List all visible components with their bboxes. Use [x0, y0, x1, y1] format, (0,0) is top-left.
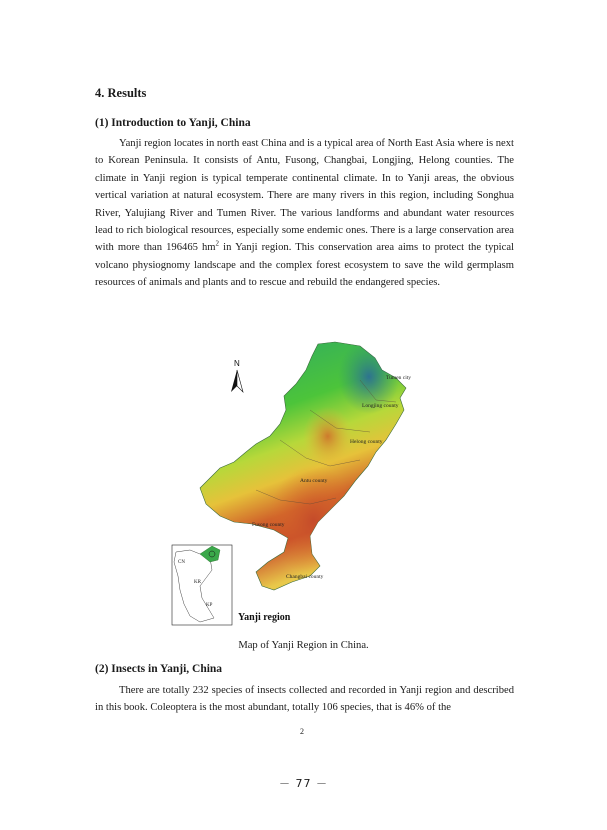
insects-text: There are totally 232 species of insects collected and recorded in Yanji region and described in this book. Coleoptera is the most abundant, totally 106 species, that is 46% of the: [95, 685, 514, 714]
map-region-title: Yanji region: [238, 612, 291, 623]
county-label-tumen: Tumen city: [386, 375, 412, 381]
insects-paragraph: [95, 682, 514, 717]
section-title: 4. Results: [95, 86, 147, 100]
subsection-title-insects: (2) Insects in Yanji, China: [95, 663, 223, 675]
inset-map: [172, 545, 232, 625]
intro-paragraph: [95, 135, 514, 292]
county-label-antu: Antu county: [300, 478, 328, 484]
county-label-helong: Helong county: [350, 439, 383, 445]
intro-text-part2: in Yanji region. This conservation area aims to protect the typical volcano physiognomy landscape and the complex forest ecosystem to save the wild germplasm resources of animals and plants and to rescue and rebuild the endangered species.: [95, 242, 514, 289]
inset-label-cn: CN: [178, 560, 185, 565]
superscript: 2: [215, 239, 220, 248]
north-arrow-icon: [231, 359, 243, 392]
page-number: － 77 －: [279, 777, 328, 790]
north-label: N: [234, 359, 240, 368]
inset-label-kp: KP: [206, 603, 213, 608]
county-label-fusong: Fusong county: [252, 522, 285, 528]
yanji-region-map: [160, 340, 460, 630]
subsection-title-intro: (1) Introduction to Yanji, China: [95, 117, 251, 129]
intro-text-part1: Yanji region locates in north east China and is a typical area of North East Asia where is next to Korean Peninsula. It consists of Antu, Fusong, Changbai, Longjing, Helong counties. The climate in Yanji region is typical temperate continental climate. In to Yanji areas, the obvious vertical variation at natural ecosystem. There are many rivers in this region, including Songhua River, Yalujiang River and Tumen River. The various landforms and abundant water resources lead to rich biological resources, especially some endemic ones. There is a large conservation area with more than 196465 hm: [95, 138, 514, 254]
county-label-longjing: Longjing county: [362, 403, 399, 409]
figure-caption: Map of Yanji Region in China.: [238, 640, 369, 651]
footnote-mark: 2: [300, 727, 304, 736]
county-label-changbai: Changbai county: [286, 574, 324, 580]
inset-label-kr: KR: [194, 580, 201, 585]
